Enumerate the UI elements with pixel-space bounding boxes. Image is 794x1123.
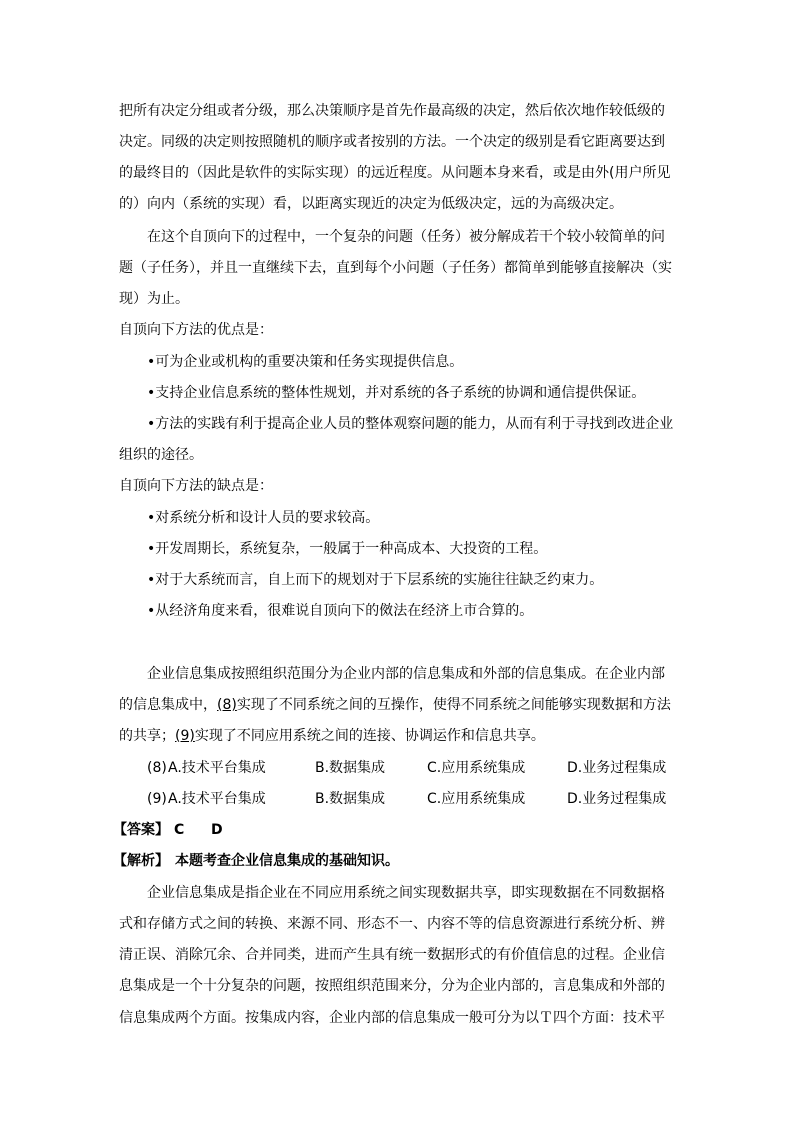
answer-value: D: [211, 822, 223, 838]
question-text-part: 实现了不同系统之间的互操作，使得不同系统之间能够实现数据和方法: [236, 697, 671, 713]
option-d: D.业务过程集成: [567, 791, 667, 807]
list-item: •对于大系统而言，自上而下的规划对于下层系统的实施往往缺乏约束力。: [147, 572, 604, 588]
question-text-part: 实现了不同应用系统之间的连接、协调运作和信息共享。: [194, 728, 545, 744]
list-item: •对系统分析和设计人员的要求较高。: [147, 510, 380, 526]
list-item: •开发周期长，系统复杂，一般属于一种高成本、大投资的工程。: [147, 541, 548, 557]
analysis-line: 清正误、消除冗余、合并同类，进而产生具有统一数据形式的有价值信息的过程。企业信: [119, 947, 665, 963]
question-text: [119, 695, 671, 715]
list-item: •方法的实践有利于提高企业人员的整体观察问题的能力，从而有利于寻找到改进企业: [147, 416, 674, 432]
paragraph-line: 题（子任务），并且一直继续下去，直到每个小问题（子任务）都简单到能够直接解决（实: [119, 260, 672, 276]
paragraph-line: 的最终目的（因此是软件的实际实现）的远近程度。从问题本身来看，或是由外(用户所见: [119, 165, 671, 181]
paragraph-line: 把所有决定分组或者分级，那么决策顺序是首先作最高级的决定，然后依次地作较低级的: [119, 103, 665, 119]
option-a: A.技术平台集成: [168, 791, 266, 807]
list-item: •支持企业信息系统的整体性规划，并对系统的各子系统的协调和通信提供保证。: [147, 385, 646, 401]
option-d: D.业务过程集成: [567, 760, 667, 776]
option-b: B.数据集成: [315, 791, 386, 807]
option-number: (9): [147, 791, 167, 807]
option-a: A.技术平台集成: [168, 760, 266, 776]
list-item-continuation: 组织的途径。: [119, 447, 203, 463]
blank-9: (9): [175, 728, 195, 744]
question-text-part: 的共享；: [119, 728, 175, 744]
question-text-part: 的信息集成中，: [119, 697, 217, 713]
option-b: B.数据集成: [315, 760, 386, 776]
option-c: C.应用系统集成: [427, 791, 526, 807]
answer-label: 【答案】: [113, 822, 169, 838]
analysis-line: 企业信息集成是指企业在不同应用系统之间实现数据共享，即实现数据在不同数据格: [147, 885, 665, 901]
paragraph-line: 在这个自顶向下的过程中，一个复杂的问题（任务）被分解成若干个较小较简单的问: [147, 229, 665, 245]
question-text: 企业信息集成按照组织范围分为企业内部的信息集成和外部的信息集成。在企业内部: [147, 666, 665, 682]
option-number: (8): [147, 760, 167, 776]
analysis-line: 息集成是一个十分复杂的问题，按照组织范围来分，分为企业内部的，言息集成和外部的: [119, 978, 665, 994]
paragraph-line: 决定。同级的决定则按照随机的顺序或者按别的方法。一个决定的级别是看它距离要达到: [119, 134, 665, 150]
disadvantages-heading: 自顶向下方法的缺点是：: [119, 478, 273, 494]
list-item: •可为企业或机构的重要决策和任务实现提供信息。: [147, 354, 464, 370]
paragraph-line: 现）为止。: [119, 291, 189, 307]
analysis-summary: 本题考查企业信息集成的基础知识。: [175, 853, 399, 869]
answer-value: C: [174, 822, 185, 838]
question-text: [119, 726, 545, 746]
analysis-line: 信息集成两个方面。按集成内容，企业内部的信息集成一般可分为以Ｔ四个方面：技术平: [119, 1010, 665, 1026]
paragraph-line: 的）向内（系统的实现）看，以距离实现近的决定为低级决定，远的为高级决定。: [119, 196, 623, 212]
analysis-line: 式和存储方式之间的转换、来源不同、形态不一、内容不等的信息资源进行系统分析、辨: [119, 916, 665, 932]
list-item: •从经济角度来看，很难说自顶向下的傚法在经济上市合算的。: [147, 603, 534, 619]
option-c: C.应用系统集成: [427, 760, 526, 776]
advantages-heading: 自顶向下方法的优点是：: [119, 322, 273, 338]
blank-8: (8): [217, 697, 237, 713]
analysis-label: 【解析】: [113, 853, 169, 869]
